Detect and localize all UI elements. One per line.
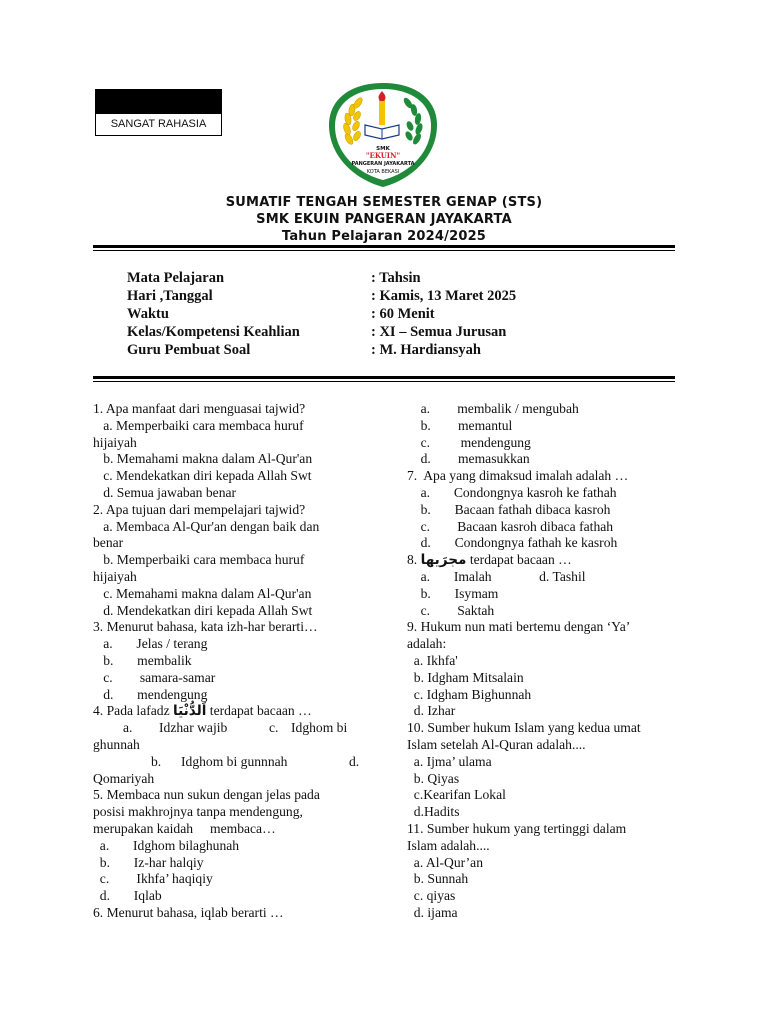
question-line: merupakan kaidah membaca… bbox=[93, 820, 276, 836]
question-line: c. mendengung bbox=[407, 434, 531, 450]
option-label: a. bbox=[123, 720, 133, 736]
info-label: Waktu bbox=[127, 306, 169, 322]
question-line: b. membalik bbox=[93, 652, 192, 668]
question-line: b. Isymam bbox=[407, 585, 499, 601]
question-line: posisi makhrojnya tanpa mendengung, bbox=[93, 804, 303, 820]
question-line: a. membalik / mengubah bbox=[407, 401, 579, 416]
question-8-arabic: مجرَيها bbox=[420, 552, 467, 569]
question-line: d. Semua jawaban benar bbox=[93, 484, 237, 500]
question-line: a. Al-Qur’an bbox=[407, 854, 484, 870]
question-line: d. memasukkan bbox=[407, 451, 530, 467]
question-line: c. Bacaan kasroh dibaca fathah bbox=[407, 518, 614, 534]
question-line: c. Idgham Bighunnah bbox=[407, 686, 532, 702]
question-line: d. Izhar bbox=[407, 703, 456, 719]
question-line: d. Condongnya fathah ke kasroh bbox=[407, 535, 618, 551]
info-value: : 60 Menit bbox=[371, 306, 435, 322]
question-line: b. memantul bbox=[407, 417, 513, 433]
question-line: Islam adalah.... bbox=[407, 837, 490, 853]
question-line: a. Condongnya kasroh ke fathah bbox=[407, 484, 617, 500]
logo-text-ekuin: "EKUIN" bbox=[365, 151, 401, 160]
question-line: benar bbox=[93, 535, 124, 551]
question-line: b. Qiyas bbox=[407, 770, 460, 786]
question-line: a. Memperbaiki cara membaca huruf bbox=[93, 417, 304, 433]
question-4-option-d-cont: Qomariyah bbox=[93, 770, 155, 786]
info-label: Hari ,Tanggal bbox=[127, 288, 213, 304]
question-line: 9. Hukum nun mati bertemu dengan ‘Ya’ bbox=[407, 619, 631, 635]
info-label: Kelas/Kompetensi Keahlian bbox=[127, 324, 300, 340]
option-label: b. bbox=[151, 753, 162, 769]
question-line: b. Bacaan fathah dibaca kasroh bbox=[407, 501, 611, 517]
question-4-option-c-cont: ghunnah bbox=[93, 736, 140, 752]
question-line: a. Imalah d. Tashil bbox=[407, 568, 586, 584]
question-line: 1. Apa manfaat dari menguasai tajwid? bbox=[93, 401, 306, 416]
question-line: 5. Membaca nun sukun dengan jelas pada bbox=[93, 787, 320, 803]
question-line: a. Ikhfa' bbox=[407, 652, 458, 668]
question-line: 6. Menurut bahasa, iqlab berarti … bbox=[93, 904, 284, 920]
question-line: c. samara-samar bbox=[93, 669, 216, 685]
question-line: c. Memahami makna dalam Al-Qur'an bbox=[93, 585, 312, 601]
question-4 bbox=[93, 703, 363, 720]
option-text: Idzhar wajib bbox=[159, 720, 228, 736]
question-8 bbox=[407, 552, 682, 569]
info-divider bbox=[93, 376, 675, 382]
exam-title: SUMATIF TENGAH SEMESTER GENAP (STS) bbox=[225, 195, 543, 210]
question-line: d. ijama bbox=[407, 904, 458, 920]
question-line: b. Idgham Mitsalain bbox=[407, 669, 524, 685]
question-line: b. Memperbaiki cara membaca huruf bbox=[93, 552, 305, 568]
question-line: Islam setelah Al-Quran adalah.... bbox=[407, 736, 586, 752]
question-line: b. Iz-har halqiy bbox=[93, 854, 204, 870]
question-4-options-row1 bbox=[93, 720, 363, 737]
academic-year: Tahun Pelajaran 2024/2025 bbox=[281, 229, 487, 244]
info-value: : M. Hardiansyah bbox=[371, 342, 481, 358]
info-label: Mata Pelajaran bbox=[127, 270, 225, 286]
option-text: Idghom bi bbox=[291, 720, 348, 736]
question-line: 10. Sumber hukum Islam yang kedua umat bbox=[407, 720, 641, 736]
question-line: d.Hadits bbox=[407, 804, 460, 820]
classification-bar bbox=[96, 90, 221, 114]
logo-text-smk: SMK bbox=[376, 146, 390, 152]
logo-text-pangeran: PANGERAN JAYAKARTA bbox=[351, 161, 415, 167]
question-line: c. Ikhfa’ haqiqiy bbox=[93, 871, 213, 887]
info-label: Guru Pembuat Soal bbox=[127, 342, 251, 358]
question-line: c.Kearifan Lokal bbox=[407, 787, 506, 803]
question-line: adalah: bbox=[407, 636, 447, 652]
question-4-arabic: اَلدُّنْيَا bbox=[173, 703, 207, 720]
question-8-suffix: terdapat bacaan … bbox=[466, 552, 572, 568]
question-line: c. Saktah bbox=[407, 602, 495, 618]
question-line: a. Ijma’ ulama bbox=[407, 753, 492, 769]
question-line: d. Mendekatkan diri kepada Allah Swt bbox=[93, 602, 313, 618]
question-line: d. Iqlab bbox=[93, 888, 162, 904]
question-line: c. qiyas bbox=[407, 888, 456, 904]
school-name: SMK EKUIN PANGERAN JAYAKARTA bbox=[256, 212, 512, 227]
question-line: 2. Apa tujuan dari mempelajari tajwid? bbox=[93, 501, 306, 517]
question-line: hijaiyah bbox=[93, 568, 137, 584]
info-value: : Tahsin bbox=[371, 270, 421, 286]
right-column bbox=[407, 401, 682, 922]
question-line: c. Mendekatkan diri kepada Allah Swt bbox=[93, 468, 312, 484]
question-8-prefix: 8. bbox=[407, 552, 421, 568]
question-line: 11. Sumber hukum yang tertinggi dalam bbox=[407, 820, 627, 836]
question-4-options-row2 bbox=[93, 754, 363, 771]
question-line: 7. Apa yang dimaksud imalah adalah … bbox=[407, 468, 629, 484]
question-line: a. Membaca Al-Qur'an dengan baik dan bbox=[93, 518, 320, 534]
info-value: : XI – Semua Jurusan bbox=[371, 324, 507, 340]
classification-label: SANGAT RAHASIA bbox=[110, 118, 207, 130]
question-line: b. Memahami makna dalam Al-Qur'an bbox=[93, 451, 313, 467]
option-label: c. bbox=[269, 720, 279, 736]
question-line: a. Jelas / terang bbox=[93, 636, 208, 652]
question-line: a. Idghom bilaghunah bbox=[93, 837, 240, 853]
question-line: d. mendengung bbox=[93, 686, 208, 702]
logo-text-kota: KOTA BEKASI bbox=[366, 169, 400, 175]
option-label: d. bbox=[349, 753, 360, 769]
left-column bbox=[93, 401, 363, 922]
question-line: hijaiyah bbox=[93, 434, 137, 450]
question-line: 3. Menurut bahasa, kata izh-har berarti… bbox=[93, 619, 318, 635]
question-4-prefix: 4. Pada lafadz bbox=[93, 703, 174, 719]
question-line: b. Sunnah bbox=[407, 871, 469, 887]
question-4-suffix: terdapat bacaan … bbox=[206, 703, 312, 719]
header-divider bbox=[93, 245, 675, 251]
info-value: : Kamis, 13 Maret 2025 bbox=[371, 288, 517, 304]
school-logo bbox=[327, 81, 439, 189]
option-text: Idghom bi gunnnah bbox=[181, 753, 288, 769]
classification-box bbox=[95, 89, 222, 136]
